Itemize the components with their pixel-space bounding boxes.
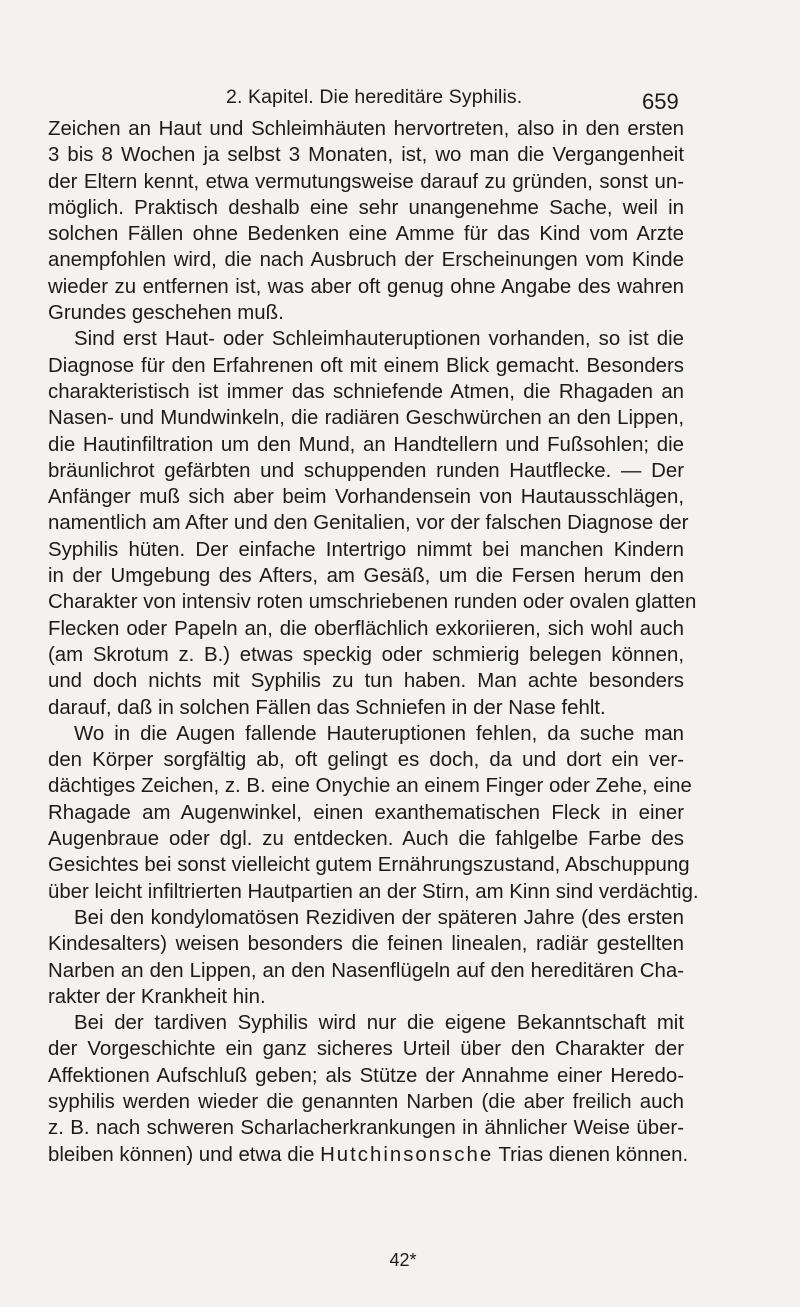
text-line: charakteristisch ist immer das schniefende Atmen, die Rhagaden an	[48, 380, 684, 403]
text-line: Anfänger muß sich aber beim Vorhandensein von Hautausschlägen,	[48, 486, 684, 509]
text-line: anempfohlen wird, die nach Ausbruch der Erscheinungen vom Kinde	[48, 249, 684, 272]
text-line: Gesichtes bei sonst vielleicht gutem Ernährungszustand, Abschuppung	[48, 854, 690, 877]
running-head: 2. Kapitel. Die hereditäre Syphilis.	[226, 86, 523, 108]
emphasized-name: Hutchinsonsche	[320, 1143, 494, 1166]
text-line: in der Umgebung des Afters, am Gesäß, um die Fersen herum den	[48, 565, 684, 588]
page-number: 659	[642, 89, 679, 114]
text-line: Rhagade am Augenwinkel, einen exanthematischen Fleck in einer	[48, 801, 684, 824]
text-run: bleiben können) und etwa die	[48, 1143, 321, 1166]
text-run: Trias dienen können.	[493, 1143, 689, 1166]
text-line: Flecken oder Papeln an, die oberflächlich exkoriieren, sich wohl auch	[48, 617, 684, 640]
text-line: Narben an den Lippen, an den Nasenflügeln auf den hereditären Cha-	[48, 959, 684, 982]
text-line: rakter der Krankheit hin.	[48, 985, 266, 1008]
text-line: syphilis werden wieder die genannten Narben (die aber freilich auch	[48, 1090, 684, 1113]
text-line: und doch nichts mit Syphilis zu tun haben. Man achte besonders	[48, 670, 684, 693]
text-line: möglich. Praktisch deshalb eine sehr unangenehme Sache, weil in	[48, 196, 684, 219]
text-line: (am Skrotum z. B.) etwas speckig oder schmierig belegen können,	[48, 643, 684, 666]
body-text	[48, 116, 699, 1168]
text-line: wieder zu entfernen ist, was aber oft genug ohne Angabe des wahren	[48, 275, 684, 298]
text-line: Grundes geschehen muß.	[48, 302, 284, 325]
text-line: der Eltern kennt, etwa vermutungsweise darauf zu gründen, sonst un-	[48, 170, 684, 193]
text-line: Syphilis hüten. Der einfache Intertrigo nimmt bei manchen Kindern	[48, 538, 684, 561]
signature-mark: 42*	[389, 1250, 417, 1270]
text-line: den Körper sorgfältig ab, oft gelingt es doch, da und dort ein ver-	[48, 749, 684, 772]
text-line: dächtiges Zeichen, z. B. eine Onychie an einem Finger oder Zehe, eine	[48, 775, 692, 798]
text-line: Sind erst Haut- oder Schleimhauteruptionen vorhanden, so ist die	[74, 328, 684, 351]
text-line: Charakter von intensiv roten umschriebenen runden oder ovalen glatten	[48, 591, 697, 614]
text-line: z. B. nach schweren Scharlacherkrankungen in ähnlicher Weise über-	[48, 1117, 684, 1140]
text-line: Wo in die Augen fallende Hauteruptionen fehlen, da suche man	[74, 722, 684, 745]
text-line: Kindesalters) weisen besonders die feinen linealen, radiär gestellten	[48, 933, 684, 956]
text-line: Bei der tardiven Syphilis wird nur die eigene Bekanntschaft mit	[74, 1012, 684, 1035]
text-line: über leicht infiltrierten Hautpartien an der Stirn, am Kinn sind verdächtig.	[48, 880, 699, 903]
text-line: 3 bis 8 Wochen ja selbst 3 Monaten, ist, wo man die Vergangenheit	[48, 144, 684, 167]
text-line: Augenbraue oder dgl. zu entdecken. Auch die fahlgelbe Farbe des	[48, 828, 684, 851]
text-line: Zeichen an Haut und Schleimhäuten hervortreten, also in den ersten	[48, 118, 684, 140]
text-line-final	[48, 1142, 689, 1168]
text-line: die Hautinfiltration um den Mund, an Handtellern und Fußsohlen; die	[48, 433, 684, 456]
text-line: Diagnose für den Erfahrenen oft mit einem Blick gemacht. Besonders	[48, 354, 684, 377]
text-line: Bei den kondylomatösen Rezidiven der späteren Jahre (des ersten	[74, 906, 684, 929]
text-line: bräunlichrot gefärbten und schuppenden runden Hautflecke. — Der	[48, 459, 684, 482]
text-line: namentlich am After und den Genitalien, vor der falschen Diagnose der	[48, 512, 689, 535]
text-line: darauf, daß in solchen Fällen das Schniefen in der Nase fehlt.	[48, 696, 606, 719]
text-line: der Vorgeschichte ein ganz sicheres Urteil über den Charakter der	[48, 1038, 684, 1061]
text-line: Nasen- und Mundwinkeln, die radiären Geschwürchen an den Lippen,	[48, 407, 684, 430]
text-line: Affektionen Aufschluß geben; als Stütze der Annahme einer Heredo-	[48, 1064, 684, 1087]
text-line: solchen Fällen ohne Bedenken eine Amme für das Kind vom Arzte	[48, 223, 684, 246]
